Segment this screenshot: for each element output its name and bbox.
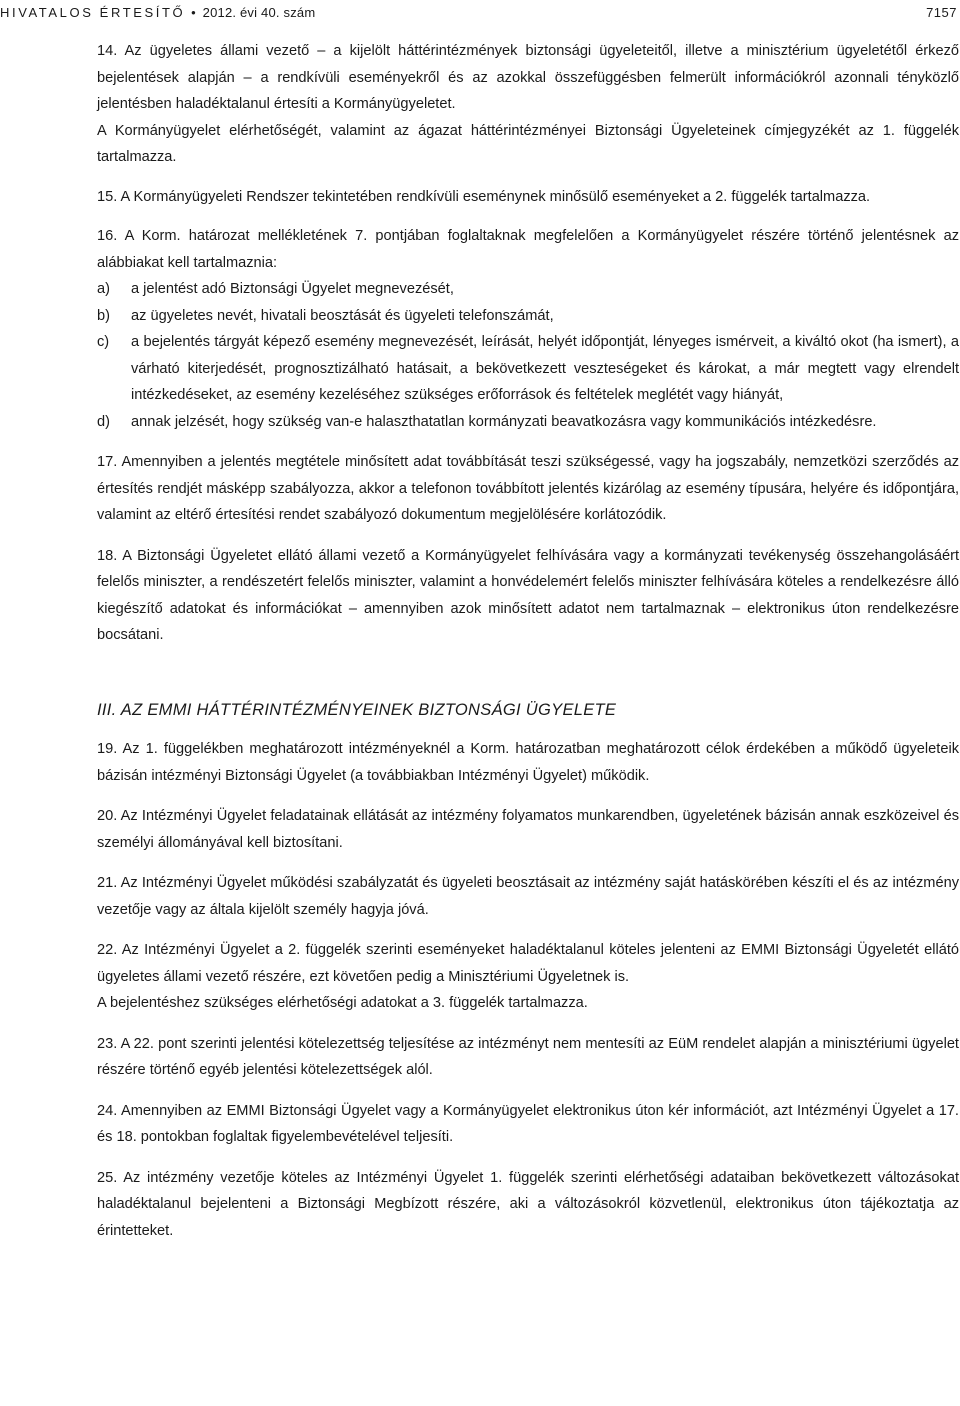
paragraph-21: 21. Az Intézményi Ügyelet működési szabályzatát és ügyeleti beosztásait az intézmény saját hatáskörében készíti el és az intézmény vezetője vagy az általa kijelölt személy hagyja jóvá. [97, 875, 959, 918]
page-number: 7157 [926, 4, 957, 20]
list-item-marker: a) [97, 281, 110, 297]
journal-title: HIVATALOS ÉRTESÍTŐ [0, 4, 186, 20]
list-item-text: annak jelzését, hogy szükség van-e halaszthatatlan kormányzati beavatkozásra vagy kommunikációs intézkedésre. [131, 413, 877, 430]
list-item-text: a jelentést adó Biztonsági Ügyelet megnevezését, [131, 281, 454, 297]
list-item-marker: c) [97, 334, 110, 350]
list-item-marker: d) [97, 413, 110, 430]
list-item-text: a bejelentés tárgyát képező esemény megnevezését, leírását, helyét időpontját, lényeges ismérveit, a kiváltó okot (ha ismert), a várható kiterjedését, prognosztizálható hatásait, a bekövetkezett veszteségeket és károkat, a már megtett vagy elrendelt intézkedéseket, az esemény kezeléséhez szükséges erőforrások és feltételek meglétét vagy hiányát, [131, 334, 959, 403]
paragraph-24: 24. Amennyiben az EMMI Biztonsági Ügyelet vagy a Kormányügyelet elektronikus úton kér információt, azt Intézményi Ügyelet a 17. és 18. pontokban foglaltak figyelembevételével teljesíti. [97, 1102, 959, 1145]
list-item-marker: b) [97, 307, 110, 324]
paragraph-19: 19. Az 1. függelékben meghatározott intézményeknél a Korm. határozatban meghatározott célok érdekében a működő ügyeleteik bázisán intézményi Biztonsági Ügyelet (a továbbiakban Intézményi Ügyelet) működik. [97, 741, 959, 784]
paragraph-22: 22. Az Intézményi Ügyelet a 2. függelék szerinti eseményeket haladéktalanul köteles jelenteni az EMMI Biztonsági Ügyeletét ellátó ügyeletes állami vezető részére, ezt követően pedig a Minisztériumi Ügyeletnek is. [97, 942, 959, 985]
paragraph-17: 17. Amennyiben a jelentés megtétele minősített adat továbbítását teszi szükségessé, vagy ha jogszabály, nemzetközi szerződés az értesítés rendjét másképp szabályozza, akkor a telefonon továbbított jelentés kizárólag az esemény típusára, helyére és időpontjára, valamint az eltérő értesítési rendet szabályozó dokumentum megjelölésére korlátozódik. [97, 454, 959, 523]
document-body [97, 38, 959, 1244]
list-item-text: az ügyeletes nevét, hivatali beosztását és ügyeleti telefonszámát, [131, 307, 554, 324]
paragraph-14: 14. Az ügyeletes állami vezető – a kijelölt háttérintézmények biztonsági ügyeleteitől, illetve a minisztérium ügyeletétől érkező bejelentések alapján – a rendkívüli eseményekről és az azokkal összefüggésben felmerült információkról azonnali tényközlő jelentésben haladéktalanul értesíti a Kormányügyeletet. [97, 43, 959, 112]
report-contents-list [97, 276, 959, 435]
paragraph-14-contact: A Kormányügyelet elérhetőségét, valamint az ágazat háttérintézményei Biztonsági Ügyeleteinek címjegyzékét az 1. függelék tartalmazza. [97, 122, 959, 165]
list-item [97, 276, 959, 303]
header-publication [0, 5, 315, 20]
bullet-separator: • [191, 4, 196, 20]
paragraph-15: 15. A Kormányügyeleti Rendszer tekintetében rendkívüli eseménynek minősülő eseményeket a 2. függelék tartalmazza. [97, 188, 871, 205]
paragraph-20: 20. Az Intézményi Ügyelet feladatainak ellátását az intézmény folyamatos munkarendben, ügyeletének bázisán annak eszközeivel és személyi állományával kell biztosítani. [97, 808, 959, 851]
paragraph-23: 23. A 22. pont szerinti jelentési kötelezettség teljesítése az intézményt nem mentesíti az EüM rendelet alapján a minisztériumi ügyelet részére történő egyéb jelentési kötelezettségek alól. [97, 1035, 959, 1078]
paragraph-22-contact: A bejelentéshez szükséges elérhetőségi adatokat a 3. függelék tartalmazza. [97, 995, 588, 1011]
page-header [0, 0, 960, 24]
list-item [97, 409, 959, 436]
section-heading: III. AZ EMMI HÁTTÉRINTÉZMÉNYEINEK BIZTONSÁGI ÜGYELETE [97, 700, 617, 719]
list-item [97, 329, 959, 409]
paragraph-25: 25. Az intézmény vezetője köteles az Intézményi Ügyelet 1. függelék szerinti elérhetőségi adataiban bekövetkezett változásokat haladéktalanul bejelenteni a Biztonsági Megbízott részére, aki a változásokról közvetlenül, elektronikus úton tájékoztatja az érintetteket. [97, 1169, 959, 1239]
paragraph-18: 18. A Biztonsági Ügyeletet ellátó állami vezető a Kormányügyelet felhívására vagy a kormányzati tevékenység összehangolásáért felelős miniszter, a rendészetért felelős miniszter, valamint a honvédelemért felelős miniszter felhívására köteles a rendelkezésre álló kiegészítő adatokat és információkat – amennyiben azok minősített adatot nem tartalmaznak – elektronikus úton rendelkezésre bocsátani. [97, 547, 959, 643]
paragraph-16: 16. A Korm. határozat mellékletének 7. pontjában foglaltaknak megfelelően a Kormányügyelet részére történő jelentésnek az alábbiakat kell tartalmaznia: [97, 228, 959, 271]
issue-label: 2012. évi 40. szám [202, 4, 316, 20]
list-item [97, 303, 959, 330]
